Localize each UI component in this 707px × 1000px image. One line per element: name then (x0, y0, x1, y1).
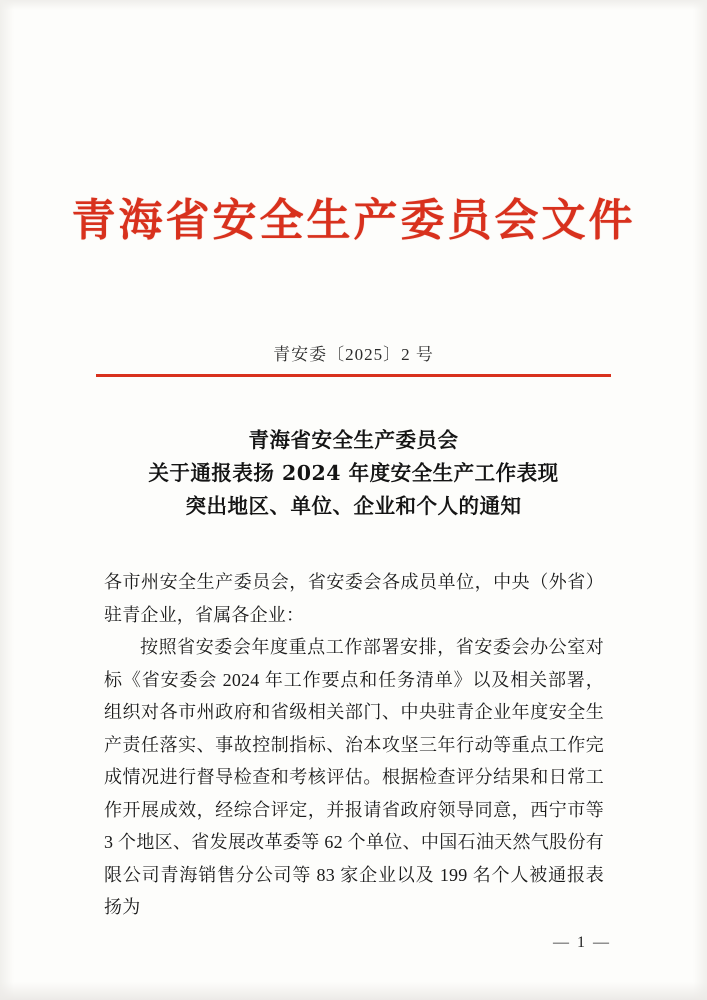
document-number: 青安委〔2025〕2 号 (273, 345, 434, 364)
body-paragraph-1: 按照省安委会年度重点工作部署安排，省安委会办公室对标《省安委会 2024 年工作要点和任务清单》以及相关部署，组织对各市州政府和省级相关部门、中央驻青企业年度安全生产责任落实、事故控制指标、治本攻坚三年行动等重点工作完成情况进行督导检查和考核评估。根据检查评分结果和日常工作开展成效，经综合评定，并报请省政府领导同意，西宁市等 3 个地区、省发展改革委等 62 个单位、中国石油天然气股份有限公司青海销售分公司等 83 家企业以及 199 名个人被通报表扬为 (104, 637, 604, 917)
document-main-title (0, 424, 707, 523)
issuing-authority-title: 青海省安全生产委员会文件 (71, 195, 636, 246)
salutation-paragraph: 各市州安全生产委员会，省安委会各成员单位，中央（外省）驻青企业，省属各企业： (104, 572, 604, 625)
document-body (104, 566, 604, 924)
main-title-line-3: 突出地区、单位、企业和个人的通知 (185, 494, 522, 518)
red-separator-rule (96, 374, 611, 377)
paper-edge-top (0, 0, 707, 10)
document-header (0, 196, 707, 247)
paper-edge-bottom (0, 982, 707, 1000)
main-title-line-1: 青海省安全生产委员会 (248, 428, 459, 452)
page-number: — 1 — (553, 934, 611, 951)
main-title-line-2: 关于通报表扬 2024 年度安全生产工作表现 (148, 461, 559, 485)
